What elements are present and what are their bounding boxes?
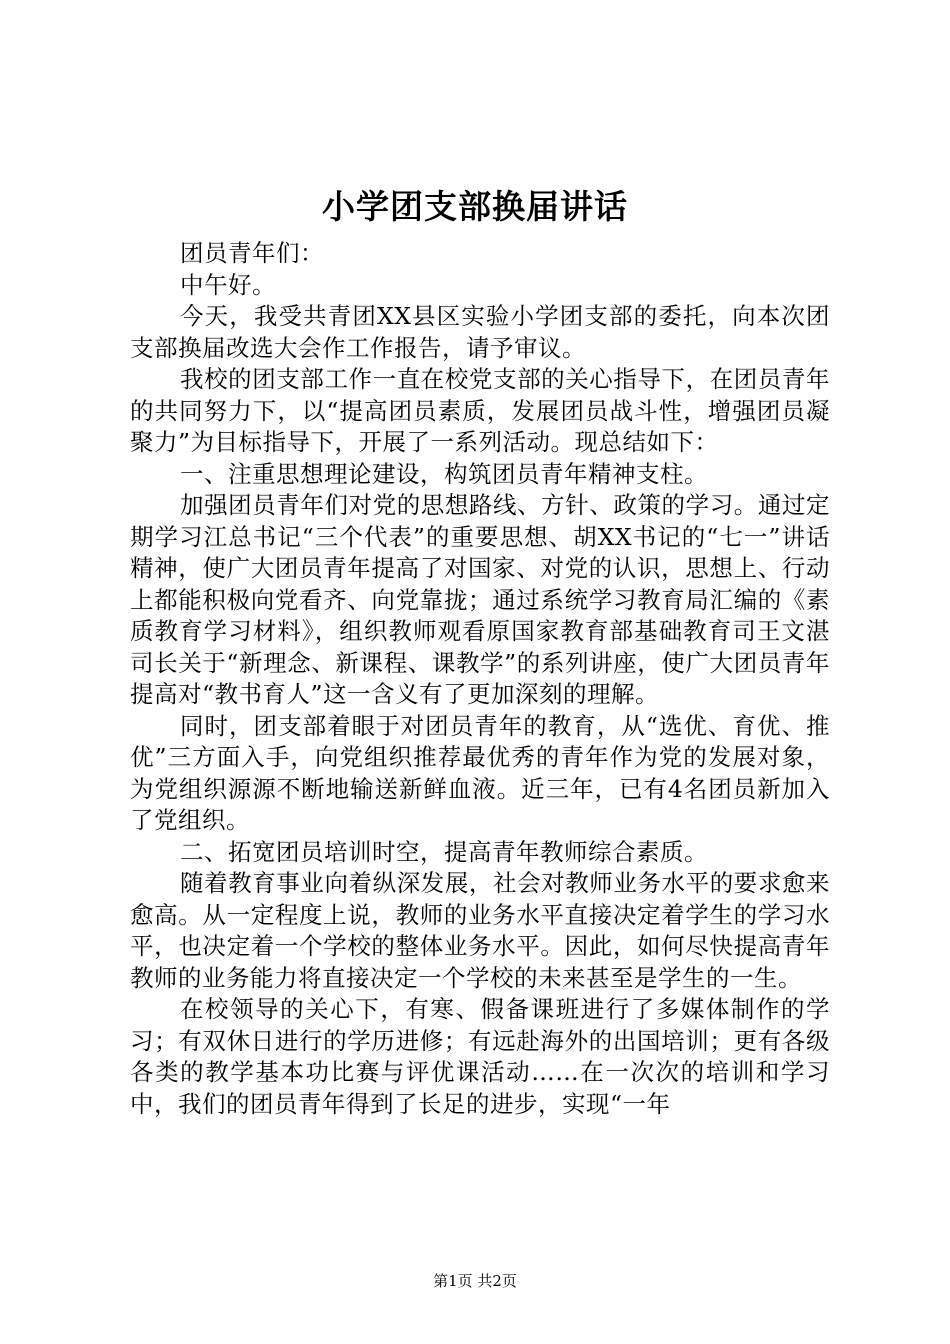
- paragraph-intro: 今天，我受共青团XX县区实验小学团支部的委托，向本次团支部换届改选大会作工作报告，请予审议。: [130, 302, 830, 362]
- section-heading-one: 一、注重思想理论建设，构筑团员青年精神支柱。: [180, 459, 708, 488]
- section-heading-two: 二、拓宽团员培训时空，提高青年教师综合素质。: [180, 837, 708, 866]
- document-title: 小学团支部换届讲话: [322, 187, 628, 226]
- paragraph-study: 加强团员青年们对党的思想路线、方针、政策的学习。通过定期学习江总书记“三个代表”的重要思想、胡XX书记的“七一”讲话精神，使广大团员青年提高了对国家、对党的认识，思想上、行动上都能积极向党看齐、向党靠拢；通过系统学习教育局汇编的《素质教育学习材料》，组织教师观看原国家教育部基础教育司王文湛司长关于“新理念、新课程、课教学”的系列讲座，使广大团员青年提高对“教书育人”这一含义有了更加深刻的理解。: [130, 491, 830, 708]
- paragraph-greeting: 团员青年们：: [180, 239, 324, 267]
- paragraph-overview: 我校的团支部工作一直在校党支部的关心指导下，在团员青年的共同努力下，以“提高团员素质，发展团员战斗性，增强团员凝聚力”为目标指导下，开展了一系列活动。现总结如下：: [130, 365, 830, 456]
- paragraph-recommendation: 同时，团支部着眼于对团员青年的教育，从“选优、育优、推优”三方面入手，向党组织推荐最优秀的青年作为党的发展对象，为党组织源源不断地输送新鲜血液。近三年，已有4名团员新加入了党组织。: [130, 711, 830, 834]
- page-footer: 第1页 共2页: [433, 1272, 517, 1290]
- paragraph-salutation: 中午好。: [180, 270, 276, 299]
- paragraph-development: 随着教育事业向着纵深发展，社会对教师业务水平的要求愈来愈高。从一定程度上说，教师的业务水平直接决定着学生的学习水平，也决定着一个学校的整体业务水平。因此，如何尽快提高青年教师的业务能力将直接决定一个学校的未来甚至是学生的一生。: [130, 869, 830, 992]
- document-body: [130, 238, 830, 1120]
- paragraph-training: 在校领导的关心下，有寒、假备课班进行了多媒体制作的学习；有双休日进行的学历进修；有远赴海外的出国培训；更有各级各类的教学基本功比赛与评优课活动……在一次次的培训和学习中，我们的团员青年得到了长足的进步，实现“一年: [130, 995, 830, 1118]
